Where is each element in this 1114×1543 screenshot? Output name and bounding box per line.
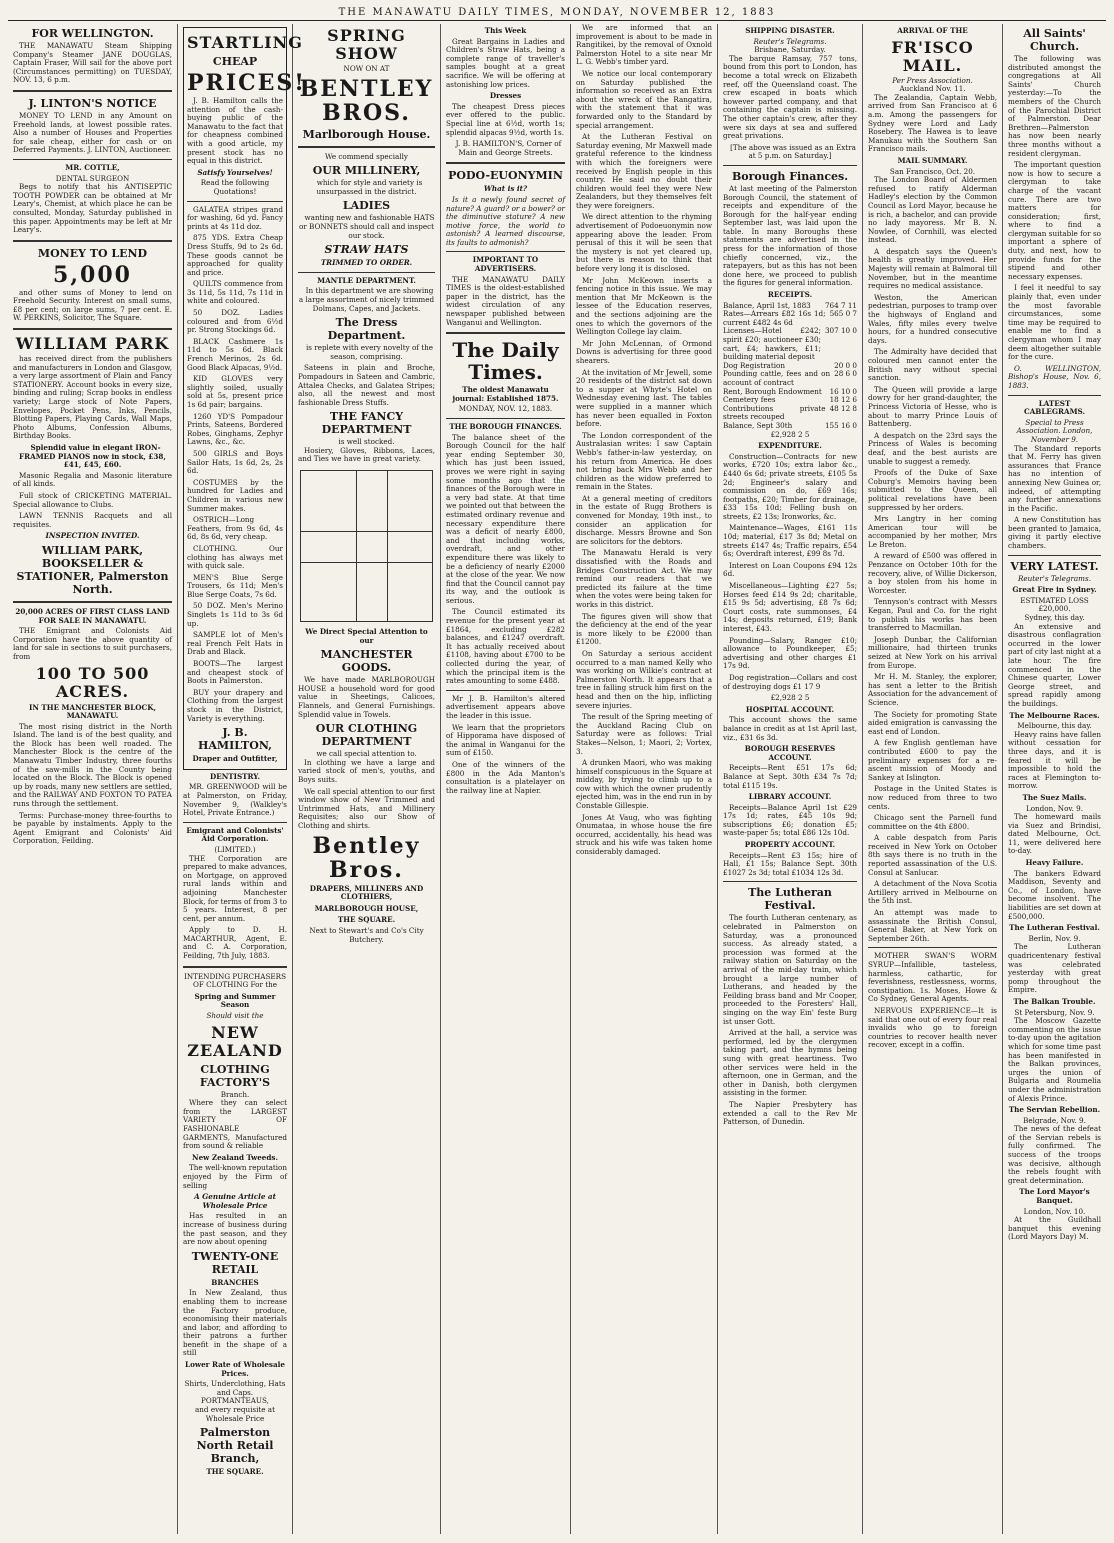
drapers-text: DRAPERS, MILLINERS AND CLOTHIERS, <box>309 883 424 902</box>
shipping-heading: SHIPPING DISASTER. <box>745 26 835 35</box>
manchester-text: We have made MARLBOROUGH HOUSE a household word for good value in Sheetings, Calicoes, Flannels, and General Furnishings. Splendid value in Towels. <box>298 675 435 719</box>
allsaints-text-3: I feel it needful to say plainly that, even under the most favorable circumstances, some time may be required to enable me to find a clergyman whom I may deem altogether suitable for the cure. <box>1008 283 1101 362</box>
park-heading: WILLIAM PARK <box>15 334 170 354</box>
block-heading: IN THE MANCHESTER BLOCK, MANAWATU. <box>29 702 156 721</box>
summary-item: Mrs Langtry in her coming American tour will be accompanied by her mother, Mrs Le Breton. <box>868 514 997 549</box>
allsaints-text: The following was distributed amongst the congregations at All Saints' Church yesterday:—To the members of the Church of the Parochial District of Palmerston. Dear Brethren—Palmerston has now been nearly three months without a resident clergyman. <box>1008 54 1101 158</box>
park-ad: has received direct from the publishers and manufacturers in London and Glasgow, a very large assortment of Plain and Fancy STATIONERY. Account books in every size, binding and ruling; Scrap books in endless variety; Large stock of Note Papers, Envelopes, Pocket Pens, Inks, Pencils, Blotting Papers, Playing Cards, Wall Maps, Photo Albums, Confession Albums, Birthday Books. <box>13 354 172 441</box>
dress-text: is replete with every novelty of the season, comprising. <box>306 343 433 361</box>
which-text: which for style and variety is unsurpassed in the district. <box>316 178 423 196</box>
balkan-text: The Moscow Gazette commenting on the issue to-day upon the agitation which for some time past has been manifested in the Balkan provinces, urges the union of Bulgaria and Roumelia under the administration of Alexis Prince. <box>1008 1016 1101 1103</box>
fire-heading: Great Fire in Sydney. <box>1012 585 1097 595</box>
receipts-heading: RECEIPTS. <box>767 290 813 300</box>
receipts-item: Licenses—Hotel £242; spirit £20; auctioneer £30; cart, £4; hawkers, £11; building material deposit <box>723 326 821 362</box>
news-item: The Manawatu Herald is very dissatisfied with the Roads and Bridges Construction Act. We may remind our readers that we predicted its failure at the time when the votes were being taken for works in this district. <box>576 548 712 609</box>
price-item: 50 DOZ. Men's Merino Singlets 1s 11d to 3s 6d up. <box>187 601 283 628</box>
cottle-heading: MR. COTTLE, <box>65 162 120 172</box>
summary-item: Tennyson's contract with Messrs Kegan, Paul and Co. for the right to publish his works has been transferred to Macmillan. <box>868 597 997 633</box>
week-heading: This Week <box>484 26 527 35</box>
apply-text: Apply to D. H. MACARTHUR, Agent, E. and C. A. Corporation, Feilding, 7th July, 1883. <box>183 925 287 961</box>
shirts-text: Shirts, Underclothing, Hats and Caps. <box>184 1379 286 1397</box>
arrival-heading: ARRIVAL OF THE <box>897 26 968 35</box>
receipts-item: Rates—Arrears £82 16s 1d; current £482 4s 6d <box>723 309 826 327</box>
what-heading: What is it? <box>483 184 528 194</box>
sydney-dateline: Sydney, this day. <box>1024 613 1085 623</box>
summary-item: Weston, the American pedestrian, purposes to tramp over the highways of England and Wales, fifty miles every twelve hours, for a hundred consecutive days. <box>868 292 997 345</box>
fire-text: An extensive and disastrous conflagration occurred in the lower part of city last night at a late hour. The fire commenced in the Chinese quarter, Lower George street, and spread rapidly among the buildings. <box>1008 621 1101 708</box>
exp-dog: Dog registration—Collars and cost of destroying dogs £1 17 9 <box>723 672 857 691</box>
ladies-heading: LADIES <box>342 199 391 213</box>
exp-construction: Construction—Contracts for new works, £720 10s; extra labor &c., £440 6s 6d; private streets, £105 5s 2d; Engineer's salary and commission on do, £69 16s; footpaths, £20; Timber for drainage, £33 15s 10d; Felling bush on streets, £2 13s; Ironworks, &c. <box>723 451 857 521</box>
money-amount: 5,000 <box>53 261 132 288</box>
lutheran-text-2: Arrived at the hall, a service was performed, led by the clergymen taking part, and the hymns being sung with great heartiness. Two other services were held in the afternoon, one in German, and the other in Danish, both clergymen assisting in the former. <box>723 1028 857 1098</box>
prices-heading: PRICES! <box>187 70 306 96</box>
podo-heading: PODO-EUONYMIN <box>448 169 563 183</box>
lord-mayor-text: At the Guildhall banquet this evening (Lord Mayors Day) M. <box>1008 1215 1101 1242</box>
melbourne-dateline: Melbourne, this day. <box>1017 721 1092 731</box>
news-item: We direct attention to the rhyming advertisement of Podoeuonymin now appearing above the leader. From perusal of this it will be seen that the mystery is not yet cleared up, but there is reason to think that before very long it is disclosed. <box>576 212 712 274</box>
receipts-amount: 20 0 0 <box>834 360 857 370</box>
week-text: Great Bargains in Ladies and Children's Straw Hats, being a complete range of traveller's samples bought at a great sacrifice. We will be offering at astonishing low prices. <box>446 36 565 89</box>
latest-cables-heading: LATEST CABLEGRAMS. <box>1024 398 1085 417</box>
read-text: Read the following Quotations! <box>200 178 270 196</box>
terms-text: Terms: Purchase-money three-fourths to be payable by instalments. Apply to the Agent Emigrant and Colonists' Aid Corporation, Feilding. <box>13 810 172 846</box>
news-item: At a general meeting of creditors in the estate of Rugg Brothers is convened for Monday, 19th inst., to consider an application for discharge. Messrs Browne and Son are solicitors for the debtors. <box>576 493 712 546</box>
suez-text: The homeward mails via Suez and Brindisi, dated Melbourne, Oct. 11, were delivered here to-day. <box>1008 812 1101 856</box>
summary-item: Proofs of the Duke of Saxe Coburg's Memoirs having been submitted to the Queen, all political revelations have been suppressed by her orders. <box>868 468 997 512</box>
allsaints-text-2: The important question now is how to secure a clergyman to take charge of the vacant cure. There are two matters for consideration; first, where to find a clergyman suitable for so important a sphere of duty, and next, how to provide funds for the stipend and other necessary expenses. <box>1008 160 1101 281</box>
balkan-dateline: St Petersburg, Nov. 9. <box>1014 1007 1095 1017</box>
next-text: Next to Stewart's and Co's City Butchery. <box>309 925 424 944</box>
receipts-amount: 565 0 7 <box>829 309 857 319</box>
dentistry-heading: DENTISTRY. <box>210 771 260 781</box>
lutheran-heading: The Lutheran Festival. <box>748 886 832 913</box>
summary-item: A despatch says the Queen's health is greatly improved. Her Majesty will remain at Balmoral till November, but in the meantime requires no medical assistance. <box>868 246 997 291</box>
issue-date: MONDAY, NOV. 12, 1883. <box>458 404 553 414</box>
press-label: Per Press Association. <box>892 75 973 85</box>
square-footer: THE SQUARE. <box>337 915 396 925</box>
startling-heading: STARTLING <box>187 33 303 52</box>
acres-range: 100 TO 500 ACRES. <box>35 663 150 701</box>
finances-text: At last meeting of the Palmerston Borough Council, the statement of receipts and expenditure of the Borough for the half-year ending September last, was laid upon the table. In many Boroughs these statements are advertised in the press for the information of those chiefly concerned, viz., the ratepayers, but as this has not been done here, we proceed to publish the figures for general information. <box>723 183 857 288</box>
news-item: Mr John McLennan, of Ormond Downs is advertising for three good shearers. <box>576 338 712 365</box>
summary-item: A reward of £500 was offered in Penzance on October 10th for the recovery, alive, of Willie Dickerson, a boy stolen from his home in Worcester. <box>868 551 997 595</box>
reuters-label: Reuter's Telegrams. <box>753 36 827 46</box>
dentistry-text: MR. GREENWOOD will be at Palmerston, on Friday, November 9, (Walkley's Hotel, Private Entrance.) <box>183 782 287 818</box>
inzeal-text: In New Zealand, thus enabling them to increase the Factory produce, economising their materials and labor, and affording to their patrons a further benefit in the shape of a still <box>183 1288 287 1358</box>
summary-item: Postage in the United States is now reduced from three to two cents. <box>868 784 997 811</box>
manchester-heading: MANCHESTER GOODS. <box>320 648 413 675</box>
borough-text: The balance sheet of the Borough Council for the half year ending September 30, which has just been issued, proves we were right in saying some months ago that the finances of the Borough were in a very bad state. At that time we pointed out that between the estimated ordinary revenue and necessary expenditure there was a deficit of nearly £800, and that including works, overdraft, and other expenditure there was likely to be a deficiency of nearly £2000 at the close of the year. We now find that the Council cannot pay its way, and the outlook is serious. <box>446 432 565 605</box>
news-item: We are informed that an improvement is about to be made in Rangitikei, by the removal of Oxnold Palmerston Hotel to a site near Mr L. G. Webb's timber yard. <box>576 23 712 67</box>
clothing-dept-heading: OUR CLOTHING DEPARTMENT <box>315 722 418 749</box>
summary-item: A cable despatch from Paris received in New York on October 8th says there is no truth in the reported assassination of the U.S. Consul at Sanlucar. <box>868 833 997 877</box>
spring-show-heading: SPRING SHOW <box>327 26 406 63</box>
sateens-text: Sateens in plain and Broche, Pompadours in Sateen and Cambric, Attalea Checks, and Galatea Stripes; also, all the newest and most fashionable Dress Stuffs. <box>298 363 435 407</box>
receipts-amount: 16 10 0 <box>829 386 857 396</box>
important-heading: IMPORTANT TO ADVERTISERS. <box>472 255 539 274</box>
failure-heading: Heavy Failure. <box>1025 858 1084 868</box>
resulted-text: Has resulted in an increase of business during the past season, and they are now about opening <box>183 1211 287 1247</box>
swan-ad: MOTHER SWAN'S WORM SYRUP—Infallible, tasteless, harmless, cathartic, for feverishness, restlessness, worms, constipation. 1s. Moses, Howe & Co Sydney, General Agents. <box>868 951 997 1004</box>
reuters-label-2: Reuter's Telegrams. <box>1018 573 1091 583</box>
commend-text: We commend specially <box>325 151 408 161</box>
where-text: Where they can select from the LARGEST VARIETY OF FASHIONABLE GARMENTS, Manufactured from sound & reliable <box>183 1098 287 1151</box>
exp-interest: Interest on Loan Coupons £94 12s 6d. <box>723 560 857 579</box>
column-1 <box>8 24 178 1534</box>
cables-text: The Standard reports that M. Ferry has given assurances that France has no intention of annexing New Guinea or, indeed, of attempting any further annexations in the Pacific. <box>1008 443 1101 513</box>
column-3 <box>293 24 441 1534</box>
summary-item: A despatch on the 23rd says the Princess of Wales is becoming deaf, and the best aurists are unable to suggest a remedy. <box>868 430 997 466</box>
every-text: and every requisite at Wholesale Price <box>195 1405 275 1423</box>
palmerston-branch-heading: Palmerston North Retail Branch, <box>196 1426 274 1466</box>
special-label: Special to Press Association. London, November 9. <box>1016 417 1093 444</box>
ladies-text: wanting new and fashionable HATS or BONNETS should call and inspect our stock. <box>298 213 435 240</box>
lutheran-text: The fourth Lutheran centenary, as celebrated in Palmerston on Saturday, was a pronounced success. As already stated, a procession was formed at the railway station on Saturday on the arrival of the mid-day train, which brought a large number of Lutherans, and headed by the Feilding brass band and Mr Cooper, proceeded to the Foresters' Hall, singing on the way Ein' feste Burg ist unser Gott. <box>723 913 857 1026</box>
news-item: The London correspondent of the Australasian writes: I saw Captain Webb's father-in-law yesterday, on his return from America. He does not bring back Mrs Webb and her children as the widow preferred to remain in the States. <box>576 430 712 492</box>
dress-heading: The Dress Department. <box>327 316 406 343</box>
lfest-dateline: Berlin, Nov. 9. <box>1028 933 1081 943</box>
summary-item: Chicago sent the Parnell fund committee on the 4th £800. <box>868 813 997 831</box>
tennis-ad: LAWN TENNIS Racquets and all requisites. <box>13 511 172 529</box>
melbourne-heading: The Melbourne Races. <box>1009 710 1100 720</box>
dresses-heading: Dresses <box>489 91 522 101</box>
lord-mayor-dateline: London, Nov. 10. <box>1023 1206 1086 1216</box>
park-signature: WILLIAM PARK, BOOKSELLER & STATIONER, Palmerston North. <box>16 543 169 596</box>
summary-item: An attempt was made to assassinate the British Consul, General Baker, at New York on September 26th. <box>868 908 997 943</box>
servian-dateline: Belgrade, Nov. 9. <box>1023 1115 1086 1125</box>
exp-maintenance: Maintenance—Wages, £161 11s 10d; material, £17 3s 8d; Metal on streets £147 4s; Traffic repairs, £54 6s; Overdraft interest, £99 8s 7d. <box>723 523 857 559</box>
receipts-amount: 48 12 8 <box>829 403 857 413</box>
price-item: BUY your drapery and Clothing from the largest stock in the District, Variety is everything. <box>187 687 283 723</box>
cottle-ad: Begs to notify that his ANTISEPTIC TOOTH POWDER can be obtained at Mr Leary's, Chemist, at which place he can be consulted, Monday, Saturday published in this paper. Appointments may be left at Mr Leary's. <box>13 182 172 235</box>
receipts-item: Balance, Sept 30th <box>723 420 793 430</box>
tweeds-heading: New Zealand Tweeds. <box>192 1152 278 1162</box>
price-item: QUILTS commence from 3s 11d, 5s 11d, 7s 11d in white and coloured. <box>187 279 283 306</box>
masthead: THE MANAWATU DAILY TIMES, MONDAY, NOVEMBER 12, 1883 <box>8 6 1106 21</box>
oldest-text: The oldest Manawatu journal: Established 1875. <box>452 385 559 403</box>
daily-times-nameplate: The Daily Times. <box>452 338 559 385</box>
price-item: BLACK Cashmere 1s 11d to 5s 6d. Black French Merinos, 2s 6d. Good Black Alpacas, 9½d. <box>187 336 283 372</box>
pianos-ad: Splendid value in elegant IRON-FRAMED PIANOS now in stock, £38, £41, £45, £60. <box>19 443 166 470</box>
marlborough-footer: MARLBOROUGH HOUSE, <box>314 903 419 913</box>
property-text: Receipts—Rent £3 15s; hire of Hall, £1 15s; Balance Sept. 30th £1027 2s 3d; total £1034 12s 3d. <box>723 850 857 877</box>
receipts-row <box>723 310 857 327</box>
cricket-ad: Full stock of CRICKETING MATERIAL. Special allowance to Clubs. <box>13 490 172 509</box>
acres-ad: THE Emigrant and Colonists Aid Corporation have the above quantity of land for sale in sections to suit purchasers, from <box>13 626 172 661</box>
twentyone-heading: TWENTY-ONE RETAIL <box>191 1249 279 1276</box>
emigrant-text: THE Corporation are prepared to make advances, on Mortgage, on approved rural lands within and adjoining Manchester Block, for terms of from 3 to 5 years. Interest, 8 per cent, per annum. <box>183 853 287 923</box>
expenditure-heading: EXPENDITURE. <box>758 441 822 451</box>
genuine-heading: A Genuine Article at Wholesale Price <box>194 1192 276 1210</box>
hamilton-ad <box>183 27 306 770</box>
lfest-text: The Lutheran quadricentenary festival was celebrated yesterday with great pomp throughout the Empire. <box>1008 942 1101 995</box>
news-item: Mr John McKeown inserts a fencing notice in this issue. We may mention that Mr McKeown is the lessee of the Education reserves, and the sections adjoining are the ones to which the governors of the Wellington College lay claim. <box>576 275 712 337</box>
price-item: CLOTHING. Our clothing has always met with quick sale. <box>187 543 283 571</box>
important-text: THE MANAWATU DAILY TIMES is the oldest-established paper in the district, has the widest circulation of any newspaper published between Wanganui and Wellington. <box>446 274 565 327</box>
column-2 <box>178 24 306 1534</box>
receipts-row <box>723 370 857 387</box>
news-item: Jones At Vaug, who was fighting Onumataa, in whose house the fire occurred, accidentally, his head was struck and his wife was taken home considerably damaged. <box>576 812 712 857</box>
acres-heading: 20,000 ACRES OF FIRST CLASS LAND FOR SALE IN MANAWATU. <box>15 606 170 625</box>
money-ad: and other sums of Money to lend on Freehold Security. Interest on small sums, £8 per cent; on large sums, 7 per cent. E. W. PERKINS, Solicitor, The Square. <box>13 287 172 323</box>
hamilton-note: Mr J. B. Hamilton's altered advertisement appears above the leader in this issue. <box>446 693 565 720</box>
hamilton-address: J. B. HAMILTON'S, Corner of Main and George Streets. <box>455 139 562 157</box>
receipts-row <box>723 327 857 361</box>
price-item: KID GLOVES very slightly soiled, usually sold at 5s, present price 1s 6d pair; bargains. <box>187 374 283 409</box>
summary-item: The London Board of Aldermen refused to ratify Alderman Hadley's election by the Common Council as Lord Mayor, because he is rich, a bachelor, and can provide no lady mayoress. Mr B. N. Nowlee, of Cornhill, was elected instead. <box>868 175 997 245</box>
servian-text: The news of the defeat of the Servian rebels is fully confirmed. The success of the troops was decisive, although the rebels fought with great determination. <box>1008 1124 1101 1185</box>
we-call-text: we call special attention to. <box>316 749 417 759</box>
linton-heading: J. LINTON'S NOTICE <box>28 96 157 110</box>
deficit-text: The Council estimated its revenue for the present year at £1864, excluding £282 balances, and £1247 overdraft. It has actually received about £1108, having about £700 to be collected during the year, of which the principal item is the rates amounting to some £488. <box>446 607 565 686</box>
column-7 <box>863 24 1003 1534</box>
cables-text-2: A new Constitution has been granted to Jamaica, giving it partly elective chambers. <box>1008 515 1101 551</box>
news-item: The result of the Spring meeting of the Auckland Racing Club on Saturday were as follows: Trial Stakes—Nelson, 1; Maori, 2; Vortex, 3. <box>576 712 712 756</box>
trimmed-heading: TRIMMED TO ORDER. <box>320 258 413 268</box>
melbourne-text: Heavy rains have fallen without cessation for three days, and it is feared it will be impossible to hold the races at Flemington to-morrow. <box>1008 729 1101 791</box>
summary-item: A detachment of the Nova Scotia Artillery arrived in Melbourne on the 5th inst. <box>868 879 997 906</box>
now-on-text: NOW ON AT <box>343 64 390 73</box>
sf-dateline: San Francisco, Oct. 20. <box>889 166 976 176</box>
lower-heading: Lower Rate of Wholesale Prices. <box>185 1360 285 1378</box>
bishop-signature: O. WELLINGTON, Bishop's House, Nov. 6, 1883. <box>1008 363 1101 390</box>
very-latest-heading: VERY LATEST. <box>1010 559 1099 573</box>
block-text: The most rising district in the North Island. The land is of the best quality, and the Block has been well roaded. The Manchester Block is the centre of the Manawatu Timber Industry, three fourths of the saw-mills in the County being located on the Block. The Block is opened up by roads, many new settlers are settled, and the RAILWAY AND FOXTON TO PATEA runs through the settlement. <box>13 721 172 809</box>
marlborough-heading: Marlborough House. <box>302 127 431 141</box>
news-item: We notice our local contemporary on Saturday published the information so received as an Extra about the wreck of the Rangatira, with the statement that it was forwarded only to the Standard by special arrangement. <box>576 68 712 130</box>
reserves-text: Receipts—Rent £51 17s 6d; Balance at Sept. 30th £34 7s 7d; total £115 19s. <box>723 763 857 790</box>
summary-item: The Society for promoting State aided emigration is canvassing the east end of London. <box>868 709 997 736</box>
lfest-heading: The Lutheran Festival. <box>1009 923 1100 933</box>
mail-text: The Zealandia, Captain Webb, arrived from San Francisco at 6 a.m. Among the passengers for Sydney were Lord and Lady Rosebery. The Hawea is to leave Manukau with the Southern San Francisco mails. <box>868 92 997 154</box>
receipts-item: Dog Registration <box>723 360 785 370</box>
square-heading: THE SQUARE. <box>206 1467 264 1477</box>
receipts-item: Balance, April 1st, 1883 <box>723 300 811 310</box>
property-heading: PROPERTY ACCOUNT. <box>744 840 836 850</box>
auckland-dateline: Auckland Nov. 11. <box>899 84 966 94</box>
suez-heading: The Suez Mails. <box>1022 792 1087 802</box>
summary-item: Mr H. M. Stanley, the explorer, has sent a letter to the British Association for the advancement of Science. <box>868 672 997 707</box>
intending-text: INTENDING PURCHASERS OF CLOTHING For the <box>183 971 287 990</box>
exp-pounding: Pounding—Salary, Ranger £10; allowance to Poundkeeper, £5; advertising and other charges £1 17s 9d. <box>723 635 857 671</box>
millinery-heading: OUR MILLINERY, <box>312 164 421 178</box>
failure-text: The bankers Edward Maddison, Seventy and Co., of London, have become insolvent. The liabilities are set down at £500,000. <box>1008 868 1101 921</box>
shipping-text: The barque Ramsay, 757 tons, bound from this port to London, has become a total wreck on Elizabeth reef, off the Queensland coast. The crew escaped in boats which however parted company, and that containing the captain is missing. The other captain's crew, after they were six days at sea and suffered great privations. <box>723 53 857 141</box>
hosiery-text: Hosiery, Gloves, Ribbons, Laces, and Ties we have in great variety. <box>298 445 435 464</box>
hipporama-note: We learn that the proprietors of Hipporama have disposed of the animal in Wanganui for the sum of £150. <box>446 722 565 758</box>
direct-heading: We Direct Special Attention to our <box>305 627 428 645</box>
receipts-table <box>723 302 857 431</box>
news-item: On Saturday a serious accident occurred to a man named Kelly who was working on Wilkie's contract at Palmerston North. It appears that a tree in falling struck him first on the head and then on the hip, inflicting severe injuries. <box>576 648 712 710</box>
column-8 <box>1003 24 1106 1534</box>
podo-poem: Is it a newly found secret of nature? A guard? or a bower? or the diminutive stature? A new motive force, the world to astonish? A learned discourse, its faults to admonish? <box>446 194 565 247</box>
receipts-row <box>723 405 857 422</box>
balkan-heading: The Balkan Trouble. <box>1013 996 1096 1006</box>
bentley-heading: BENTLEY BROS. <box>299 75 434 126</box>
branch-text: Branch. <box>220 1089 250 1099</box>
exp-misc: Miscellaneous—Lighting £27 5s; Horses feed £14 9s 2d; charitable, £15 9s 5d; advertising, £8 7s 6d; Court costs, rate summonses, £4 14s; deposits returned, £19; Bank interest, £43. <box>723 581 857 633</box>
spring-summer-heading: Spring and Summer Season <box>194 991 276 1010</box>
bentley-footer: Bentley Bros. <box>312 832 421 883</box>
portmanteaus-text: PORTMANTEAUS, <box>201 1396 269 1406</box>
receipts-amount: 764 7 11 <box>824 300 857 310</box>
fancy-subheading: is well stocked. <box>338 437 395 447</box>
clothing-text: In clothing we have a large and varied stock of men's, youths, and Boys suits. <box>298 757 435 784</box>
cottle-subheading: DENTAL SURGEON <box>55 173 130 183</box>
borough-heading: THE BOROUGH FINANCES. <box>449 422 562 431</box>
reserves-heading: BOROUGH RESERVES ACCOUNT. <box>744 744 836 762</box>
receipts-amount: 18 12 6 <box>829 395 857 405</box>
receipts-amount: 307 10 0 <box>824 326 857 336</box>
price-item: OSTRICH—Long Feathers, from 9s 6d, 4s 6d, 8s 6d, very cheap. <box>187 515 283 542</box>
factory-heading: CLOTHING FACTORY'S <box>199 1062 271 1089</box>
cheap-heading: CHEAP <box>212 55 258 68</box>
hamilton-intro: J. B. Hamilton calls the attention of the cash-buying public of the Manawatu to the fact that for cheapness combined with a good article, my present stock has no equal in this district. <box>187 96 283 166</box>
price-item: MEN'S Blue Serge Trousers, 6s 11d; Men's Blue Serge Coats, 7s 6d. <box>187 572 283 599</box>
straw-hats-heading: STRAW HATS <box>324 243 409 257</box>
receipts-item: Contributions private streets recouped <box>723 403 826 422</box>
servian-heading: The Servian Rebellion. <box>1008 1105 1101 1115</box>
linton-ad: MONEY TO LEND in any Amount on Freehold lands, at lowest possible rates. Also a number of Houses and Properties for sale cheap, either for cash or on Deferred Payments. J. LINTON, Auctioneer. <box>13 110 172 155</box>
dresses-text: The cheapest Dress pieces ever offered to the public. Special line at 6½d, worth 1s; splendid alpacas 9½d, worth 1s. <box>446 101 565 137</box>
mantle-text: In this department we are showing a large assortment of nicely trimmed Dolmans, Capes, and Jackets. <box>298 286 435 313</box>
branches-heading: BRANCHES <box>211 1277 259 1287</box>
wellington-heading: FOR WELLINGTON. <box>31 27 154 40</box>
hamilton-name: J. B. HAMILTON, <box>197 726 273 753</box>
receipts-amount: 28 6 0 <box>834 369 857 379</box>
receipts-amount: 155 16 0 <box>824 420 857 430</box>
napier-note: The Napier Presbytery has extended a call to the Rev Mr Patterson, of Dunedin. <box>723 1099 857 1127</box>
estimated-loss: ESTIMATED LOSS £20,000. <box>1020 595 1089 614</box>
summary-item: Joseph Dunbar, the Californian millionaire, had thirteen trunks seized at New York on his arrival from Europe. <box>868 634 997 670</box>
limited-text: (LIMITED.) <box>214 844 256 854</box>
extra-note: [The above was issued as an Extra at 5 p.m. on Saturday.] <box>730 142 856 161</box>
price-item: COSTUMES by the hundred for Ladies and Children in various new Summer makes. <box>187 477 283 513</box>
price-item: SAMPLE lot of Men's real French Felt Hats in Drab and Black. <box>187 630 283 657</box>
exp-total: £2,928 2 5 <box>770 693 810 703</box>
hamilton-role: Draper and Outfitter, <box>192 754 278 764</box>
news-item: At the Lutheran Festival on Saturday evening, Mr Maxwell made grateful reference to the kindness with which the foreigners were received by English people in this country. He said no doubt their children would feel they were New Zealanders, but they themselves felt they were foreigners. <box>576 132 712 210</box>
summary-heading: MAIL SUMMARY. <box>897 155 968 165</box>
visit-text: Should visit the <box>206 1011 264 1021</box>
news-item: A drunken Maori, who was making himself conspicuous in the Square at midday, by trying to climb up to a cow with which the owner prudently ejected him, was in the end run in by Constable Gillespie. <box>576 758 712 811</box>
price-item: 50 DOZ. Ladies coloured and from 6½d pr. Strong Stockings 6d. <box>187 308 283 335</box>
column-4 <box>441 24 571 1534</box>
satisfy-text: Satisfy Yourselves! <box>197 167 273 177</box>
call-attention-text: We call special attention to our first window show of New Trimmed and Untrimmed Hats, and Millinery Requisites; also our Show of Clothing and shirts. <box>298 786 435 830</box>
library-text: Receipts—Balance April 1st £29 17s 1d; rates, £45 10s 9d; subscriptions £6; donation £5; waste-paper 5s; total £86 12s 10d. <box>723 802 857 838</box>
price-item: 1260 YD'S Pompadour Prints, Sateens, Bordered Robes, Ginghams, Zephyr Lawns, &c., &c. <box>187 411 283 447</box>
regalia-ad: Masonic Regalia and Masonic literature of all kinds. <box>13 470 172 489</box>
inspection-heading: INSPECTION INVITED. <box>45 531 140 541</box>
column-6 <box>718 24 863 1534</box>
receipts-item: Pounding cattle, fees and on account of contract <box>723 369 831 387</box>
summary-item: A few English gentleman have contributed £600 to pay the preliminary expenses for a re-ascent mission of Moody and Sankey at Islington. <box>868 738 997 782</box>
nervous-ad: NERVOUS EXPERIENCE—It is said that one out of every four real invalids who go to foreign countries to recover health never recover, except in a coffin. <box>868 1005 997 1050</box>
fancy-heading: THE FANCY DEPARTMENT <box>321 410 412 437</box>
known-text: The well-known reputation enjoyed by the Firm of selling <box>183 1163 288 1190</box>
price-item: 875 YDS. Extra Cheap Dress Stuffs, 9d to 2s 6d. These goods cannot be approached for quality and price. <box>187 233 283 277</box>
money-heading: MONEY TO LEND <box>37 246 148 260</box>
news-item: At the invitation of Mr Jewell, some 20 residents of the district sat down to a supper at Whyte's Hotel on Wednesday evening last. The tables were supplied in a manner which has never been equalled in Foxton before. <box>576 367 712 429</box>
newspaper-page <box>8 6 1106 1536</box>
consultation-note: One of the winners of the £800 in the Ada Manton's consultation is a platelayer on the railway line at Napier. <box>446 759 565 795</box>
nz-heading: NEW ZEALAND <box>187 1022 283 1060</box>
price-item: BOOTS—The largest and cheapest stock of Boots in Palmerston. <box>187 659 283 686</box>
finances-heading: Borough Finances. <box>731 169 849 183</box>
receipts-total: £2,928 2 5 <box>770 429 810 439</box>
price-item: 500 GIRLS and Boys Sailor Hats, 1s 6d, 2s, 2s 6d. <box>187 448 283 476</box>
wellington-ad: THE MANAWATU Steam Shipping Company's Steamer JANE DOUGLAS, Captain Fraser, Will sail for the above port (Circumstances permitting) on TUESDAY, NOV. 13, 6 p.m. <box>13 41 172 85</box>
price-item: GALATEA stripes grand for washing, 6d yd. Fancy prints at 4s 11d doz. <box>187 204 283 231</box>
emigrant-heading: Emigrant and Colonists' Aid Corporation. <box>186 825 284 844</box>
hospital-text: This account shows the same balance in credit as at 1st April last, viz., £31 6s 3d. <box>723 715 857 742</box>
library-heading: LIBRARY ACCOUNT. <box>748 792 832 802</box>
frisco-mail-heading: FR'ISCO MAIL. <box>891 37 974 75</box>
receipts-item: Cemetery fees <box>723 395 776 405</box>
lord-mayor-heading: The Lord Mayor's Banquet. <box>1019 1187 1090 1206</box>
summary-item: The Queen will provide a large dowry for her grand-daughter, the Princess Victoria of Hesse, who is about to marry Prince Louis of Battenberg. <box>868 384 997 429</box>
mantle-heading: MANTLE DEPARTMENT. <box>317 275 416 285</box>
suez-dateline: London, Nov. 9. <box>1025 803 1084 813</box>
column-5 <box>571 24 718 1534</box>
news-item: The figures given will show that the deficiency at the end of the year is more likely to be £2000 than £1200. <box>576 611 712 647</box>
shop-floor-plan-diagram <box>300 470 433 622</box>
receipts-item: Rent, Borough Endowment <box>723 386 822 396</box>
summary-item: The Admiralty have decided that coloured men cannot enter the British navy without special sanction. <box>868 347 997 383</box>
brisbane-dateline: Brisbane, Saturday. <box>754 45 826 55</box>
allsaints-heading: All Saints' Church. <box>1023 27 1086 53</box>
hospital-heading: HOSPITAL ACCOUNT. <box>745 704 835 714</box>
